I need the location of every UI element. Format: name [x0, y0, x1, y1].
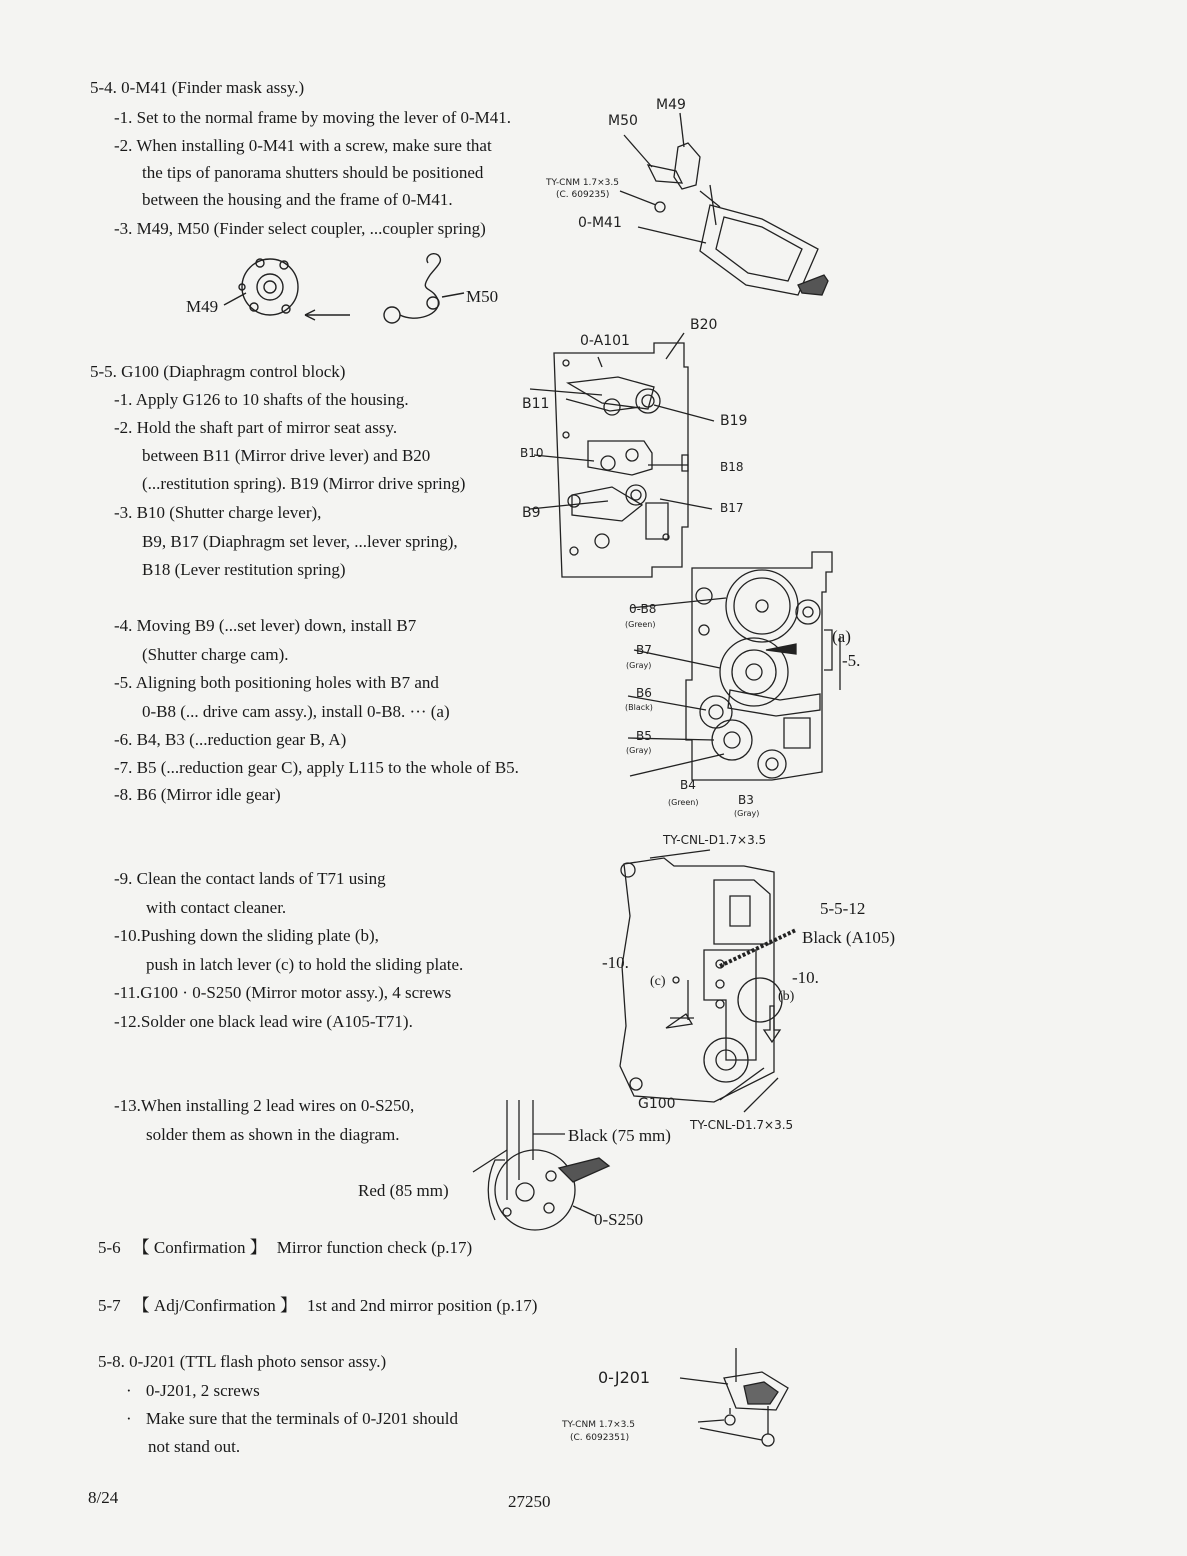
step-5-5-10: -10.Pushing down the sliding plate (b),: [114, 926, 379, 945]
j201-sensor-diagram: [680, 1348, 800, 1458]
m41-fig-m50-label: M50: [608, 113, 638, 129]
step-5-5-9: -9. Clean the contact lands of T71 using: [114, 869, 386, 888]
b7-label: B7: [636, 643, 652, 657]
gear-train-diagram: [680, 550, 860, 790]
finder-mask-diagram: [560, 95, 850, 305]
b8-fig-ref-step: -5.: [842, 651, 861, 670]
s250-fig-part-label: 0-S250: [594, 1210, 644, 1229]
step-5-5-3-cont2: B18 (Lever restitution spring): [142, 560, 346, 579]
section-5-7-bracket: 【 Adj/Confirmation 】: [132, 1296, 297, 1315]
step-5-4-1: -1. Set to the normal frame by moving the lever of 0-M41.: [114, 108, 512, 127]
step-5-5-3-cont1: B9, B17 (Diaphragm set lever, ...lever spring),: [142, 532, 458, 551]
a101-fig-b19-label: B19: [720, 413, 748, 429]
section-5-7: [98, 1296, 537, 1316]
a101-fig-b9-label: B9: [522, 505, 541, 521]
b3-label: B3: [738, 793, 754, 807]
section-5-8-heading: 5-8. 0-J201 (TTL flash photo sensor assy.): [98, 1352, 387, 1371]
step-5-5-1: -1. Apply G126 to 10 shafts of the housing.: [114, 390, 409, 409]
bullet-5-8-1-text: 0-J201, 2 screws: [145, 1381, 260, 1400]
step-5-5-2: -2. Hold the shaft part of mirror seat assy.: [114, 418, 398, 437]
step-5-5-13-cont: solder them as shown in the diagram.: [146, 1125, 400, 1144]
b4-label: B4: [680, 778, 696, 792]
m41-fig-screw-line2: (C. 609235): [556, 190, 610, 200]
step-5-4-2-cont2: between the housing and the frame of 0-M41.: [142, 190, 453, 209]
section-5-6-text: Mirror function check (p.17): [276, 1238, 473, 1257]
step-5-5-11: -11.G100 · 0-S250 (Mirror motor assy.), 4 screws: [114, 983, 452, 1002]
coupler-m49-label: M49: [186, 297, 219, 316]
j201-fig-part-label: 0-J201: [598, 1368, 651, 1387]
bullet-glyph: ·: [126, 1381, 132, 1400]
section-5-6-number: 5-6: [98, 1238, 121, 1257]
footer-page-number: 8/24: [88, 1488, 119, 1507]
step-5-5-6: -6. B4, B3 (...reduction gear B, A): [114, 730, 347, 749]
coupler-diagram: [180, 245, 510, 335]
b4-color-label: (Green): [668, 798, 699, 807]
s250-fig-black-label: Black (75 mm): [568, 1126, 671, 1145]
footer-document-code: 27250: [508, 1492, 551, 1511]
g100-fig-screw-top: TY-CNL-D1.7×3.5: [663, 833, 767, 847]
step-5-5-12: -12.Solder one black lead wire (A105-T71).: [114, 1012, 413, 1031]
step-5-4-2-cont1: the tips of panorama shutters should be positioned: [142, 163, 484, 182]
b5-label: B5: [636, 729, 652, 743]
b8-label: 0-B8: [629, 602, 657, 616]
b6-color-label: (Black): [625, 703, 653, 712]
section-5-5-heading: 5-5. G100 (Diaphragm control block): [90, 362, 346, 381]
a101-fig-part-label: 0-A101: [580, 333, 630, 349]
m41-fig-m49-label: M49: [656, 97, 686, 113]
a101-fig-b20-label: B20: [690, 317, 718, 333]
step-5-4-2: -2. When installing 0-M41 with a screw, make sure that: [114, 136, 492, 155]
step-5-4-3: -3. M49, M50 (Finder select coupler, ...coupler spring): [114, 219, 486, 238]
step-5-5-10-cont: push in latch lever (c) to hold the sliding plate.: [146, 955, 464, 974]
b5-color-label: (Gray): [626, 746, 652, 755]
m41-fig-screw-line1: TY-CNM 1.7×3.5: [546, 178, 619, 188]
step-5-5-8: -8. B6 (Mirror idle gear): [114, 785, 281, 804]
j201-fig-screw-line2: (C. 6092351): [570, 1433, 630, 1443]
step-5-5-5: -5. Aligning both positioning holes with B7 and: [114, 673, 439, 692]
section-5-6-bracket: 【 Confirmation 】: [132, 1238, 267, 1257]
section-5-6: [98, 1238, 472, 1258]
g100-fig-black-label: Black (A105): [802, 928, 896, 947]
g100-fig-ref-5-5-12: 5-5-12: [820, 899, 866, 918]
bullet-5-8-2-text: Make sure that the terminals of 0-J201 should: [145, 1409, 458, 1428]
b8-color-label: (Green): [625, 620, 656, 629]
step-5-5-3: -3. B10 (Shutter charge lever),: [114, 503, 322, 522]
section-5-7-text: 1st and 2nd mirror position (p.17): [307, 1296, 538, 1315]
section-5-4-heading: 5-4. 0-M41 (Finder mask assy.): [90, 78, 305, 97]
g100-fig-b-label: (b): [778, 989, 795, 1004]
step-5-5-4-cont: (Shutter charge cam).: [142, 645, 289, 664]
step-5-5-13: -13.When installing 2 lead wires on 0-S250,: [114, 1096, 415, 1115]
m41-fig-part-label: 0-M41: [578, 215, 622, 231]
b3-color-label: (Gray): [734, 809, 760, 818]
b6-label: B6: [636, 686, 652, 700]
g100-fig-ref10-right: -10.: [792, 968, 819, 987]
b7-color-label: (Gray): [626, 661, 652, 670]
step-5-5-5-cont: 0-B8 (... drive cam assy.), install 0-B8. ··· (a): [142, 702, 450, 721]
b8-fig-ref-a: (a): [832, 627, 851, 646]
g100-fig-ref10-left: -10.: [602, 953, 629, 972]
g100-fig-part-label: G100: [638, 1096, 676, 1112]
bullet-5-8-2-cont: not stand out.: [148, 1437, 241, 1456]
j201-fig-screw-line1: TY-CNM 1.7×3.5: [562, 1420, 635, 1430]
step-5-5-4: -4. Moving B9 (...set lever) down, install B7: [114, 616, 417, 635]
a101-fig-b18-label: B18: [720, 460, 744, 474]
step-5-5-2-cont1: between B11 (Mirror drive lever) and B20: [142, 446, 431, 465]
bullet-5-8-1: [126, 1381, 260, 1401]
s250-fig-red-label: Red (85 mm): [358, 1181, 449, 1200]
a101-fig-b11-label: B11: [522, 396, 550, 412]
bullet-glyph: ·: [126, 1409, 132, 1428]
section-5-7-number: 5-7: [98, 1296, 121, 1315]
a101-fig-b10-label: B10: [520, 446, 544, 460]
bullet-5-8-2: [126, 1409, 458, 1429]
g100-fig-c-label: (c): [650, 974, 666, 989]
g100-fig-screw-bottom: TY-CNL-D1.7×3.5: [690, 1118, 794, 1132]
a101-block-diagram: [548, 325, 828, 580]
step-5-5-9-cont: with contact cleaner.: [146, 898, 287, 917]
a101-fig-b17-label: B17: [720, 501, 744, 515]
step-5-5-2-cont2: (...restitution spring). B19 (Mirror drive spring): [142, 474, 466, 493]
step-5-5-7: -7. B5 (...reduction gear C), apply L115 to the whole of B5.: [114, 758, 519, 777]
coupler-m50-label: M50: [466, 287, 499, 306]
